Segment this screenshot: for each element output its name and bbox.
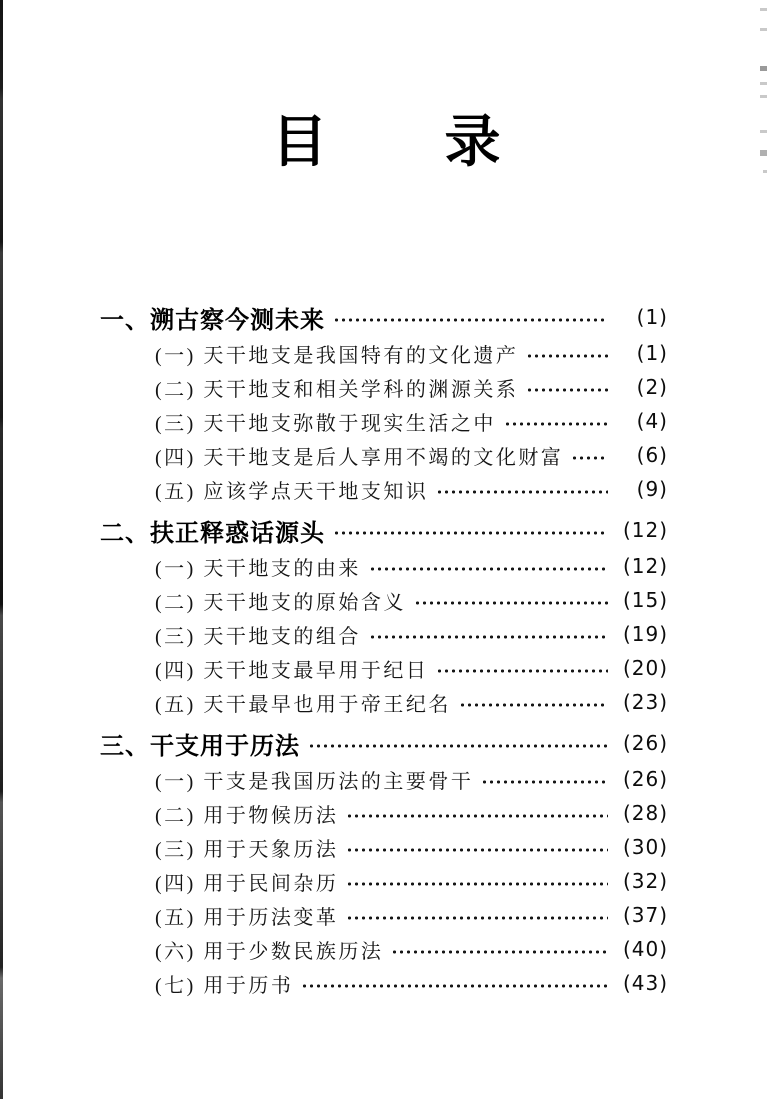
entry-label: (二) 天干地支的原始含义 [155,591,406,614]
entry-label: (五) 天干最早也用于帝王纪名 [155,693,451,716]
toc-title-char-1: 目 [271,110,328,173]
toc-entry [100,404,668,438]
entry-label: (三) 天干地支的组合 [155,625,361,648]
entry-label: (一) 天干地支是我国特有的文化遗产 [155,344,519,367]
page-number: (37) [622,903,668,927]
page-number: (4) [636,409,668,433]
entry-label: (七) 用于历书 [155,974,294,997]
dot-leader [346,811,608,821]
page-number: (6) [636,443,668,467]
toc-entry [100,472,668,506]
dot-leader [526,385,608,395]
entry-label: (一) 干支是我国历法的主要骨干 [155,770,474,793]
page-number: (1) [636,341,668,365]
dot-leader [301,981,608,991]
dot-leader [391,947,608,957]
toc-entry [100,830,668,864]
dot-leader [414,598,608,608]
page-number: (30) [622,835,668,859]
toc-entry [100,617,668,651]
toc-title-char-2: 录 [444,110,501,173]
toc-entry [100,864,668,898]
dot-leader [459,700,608,710]
dot-leader [571,453,608,463]
page-number: (19) [622,622,668,646]
page-number: (1) [636,305,668,329]
toc-section-heading [100,511,668,549]
toc-entry [100,370,668,404]
toc-entry [100,651,668,685]
dot-leader [308,741,608,751]
page-number: (28) [622,801,668,825]
entry-label: (四) 天干地支是后人享用不竭的文化财富 [155,446,564,469]
page-number: (2) [636,375,668,399]
section-label: 三、干支用于历法 [100,732,300,760]
toc-entry [100,336,668,370]
toc-section-heading [100,298,668,336]
entry-label: (六) 用于少数民族历法 [155,940,384,963]
dot-leader [526,351,608,361]
dot-leader [346,879,608,889]
toc-entry [100,932,668,966]
toc-list [100,298,668,1000]
entry-label: (三) 天干地支弥散于现实生活之中 [155,412,496,435]
page-number: (15) [622,588,668,612]
page-number: (26) [622,731,668,755]
dot-leader [346,845,608,855]
toc-section-heading [100,724,668,762]
toc-title [0,112,772,172]
page-number: (32) [622,869,668,893]
page-number: (23) [622,690,668,714]
entry-label: (三) 用于天象历法 [155,838,339,861]
toc-entry [100,762,668,796]
dot-leader [481,777,608,787]
entry-label: (四) 天干地支最早用于纪日 [155,659,429,682]
section-label: 二、扶正释惑话源头 [100,519,325,547]
page-number: (9) [636,477,668,501]
dot-leader [436,666,608,676]
toc-entry [100,438,668,472]
dot-leader [504,419,608,429]
page-number: (40) [622,937,668,961]
page-number: (12) [622,554,668,578]
dot-leader [346,913,608,923]
page-number: (43) [622,971,668,995]
page-number: (26) [622,767,668,791]
toc-entry [100,549,668,583]
toc-entry [100,685,668,719]
entry-label: (五) 用于历法变革 [155,906,339,929]
entry-label: (二) 用于物候历法 [155,804,339,827]
dot-leader [333,528,608,538]
toc-entry [100,583,668,617]
dot-leader [436,487,608,497]
toc-entry [100,796,668,830]
dot-leader [333,315,608,325]
toc-entry [100,966,668,1000]
dot-leader [369,564,608,574]
page-number: (12) [622,518,668,542]
dot-leader [369,632,608,642]
entry-label: (五) 应该学点天干地支知识 [155,480,429,503]
entry-label: (四) 用于民间杂历 [155,872,339,895]
page-number: (20) [622,656,668,680]
entry-label: (一) 天干地支的由来 [155,557,361,580]
toc-entry [100,898,668,932]
entry-label: (二) 天干地支和相关学科的渊源关系 [155,378,519,401]
section-label: 一、溯古察今测未来 [100,306,325,334]
